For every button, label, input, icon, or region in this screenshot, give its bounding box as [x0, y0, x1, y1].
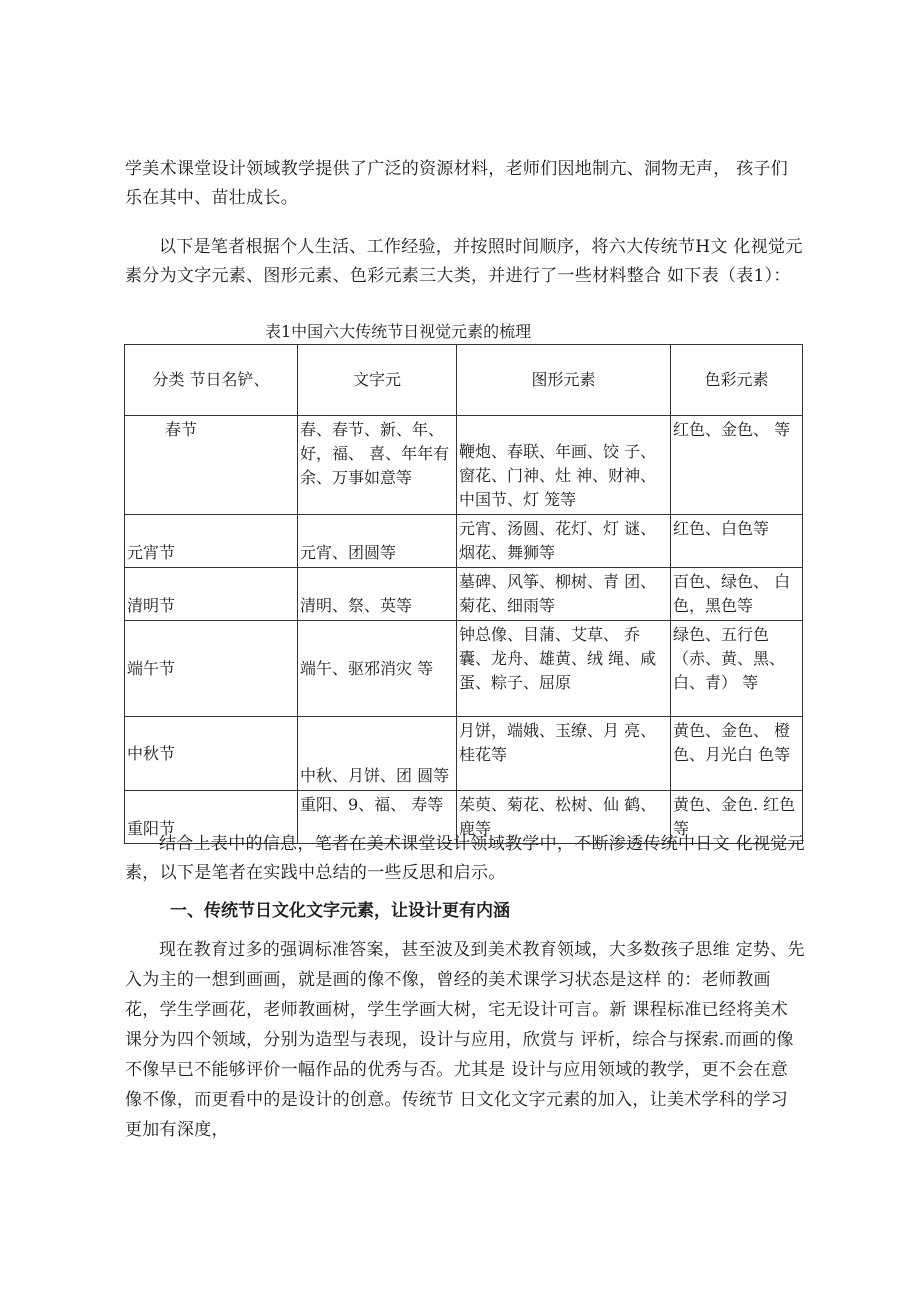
graphic-elements-cell: 墓碑、风筝、柳树、青 团、菊花、细雨等 [457, 568, 671, 621]
table-row [125, 515, 803, 568]
festival-elements-table [124, 344, 803, 844]
festival-name: 清明节 [125, 568, 298, 621]
festival-name: 春节 [125, 416, 298, 515]
header-text-elements: 文字元 [298, 345, 457, 416]
header-color-elements: 色彩元素 [671, 345, 803, 416]
table-row [125, 621, 803, 717]
graphic-elements-cell: 茱萸、菊花、松树、仙 鹤、鹿等 [457, 791, 671, 844]
paragraph-section-body: 现在教育过多的强调标准答案，甚至波及到美术教育领域，大多数孩子思维 定势、先入为主的一想到画画，就是画的像不像，曾经的美术课学习状态是这样 的：老师教画花，学生学画花，老师教画树，学生学画大树，宅无设计可言。新 课程标准已经将美术课分为四个领域，分别为造型与表现，设计与应用，欣赏与 评析，综合与探索.而画的像不像早已不能够评价一幅作品的优秀与否。尤其是 设计与应用领域的教学，更不会在意像不像，而更看中的是设计的创意。传统节 日文化文字元素的加入，让美术学科的学习更加有深度， [125, 940, 805, 1140]
color-elements-cell: 红色、金色、 等 [671, 416, 803, 515]
text-elements-cell: 重阳、9、福、 寿等 [298, 791, 457, 844]
header-category: 分类 节日名铲、 [125, 345, 298, 416]
table-row [125, 416, 803, 515]
festival-name: 重阳节 [125, 791, 298, 844]
header-graphic-elements: 图形元素 [457, 345, 671, 416]
text-elements-cell: 端午、驱邪消灾 等 [298, 621, 457, 717]
color-elements-cell: 红色、白色等 [671, 515, 803, 568]
table-caption: 表1中国六大传统节日视觉元素的梳理 [265, 322, 532, 341]
color-elements-cell: 黄色、金色、 橙色、月光白 色等 [671, 717, 803, 791]
graphic-elements-cell: 钟总像、目蒲、艾草、 乔囊、龙舟、雄黄、绒 绳、咸蛋、粽子、屈原 [457, 621, 671, 717]
festival-name: 中秋节 [125, 717, 298, 791]
text-elements-cell: 清明、祭、英等 [298, 568, 457, 621]
paragraph-classification: 以下是笔者根据个人生活、工作经验，并按照时间顺序，将六大传统节H文 化视觉元素分为文字元素、图形元素、色彩元素三大类，并进行了一些材料整合 如下表（表1）： [125, 237, 803, 286]
text-elements-cell: 中秋、月饼、团 圆等 [298, 717, 457, 791]
graphic-elements-cell: 月饼，端娥、玉缭、月 亮、桂花等 [457, 717, 671, 791]
festival-name: 端午节 [125, 621, 298, 717]
text-elements-cell: 元宵、团圆等 [298, 515, 457, 568]
graphic-elements-cell: 鞭炮、春联、年画、饺 子、窗花、门神、灶 神、财神、中国节、灯 笼等 [457, 416, 671, 515]
paragraph-summary: 结合上表中的信息，笔者在美术课堂设计领域教学中，不断渗透传统中日文 化视觉元素，以下是笔者在实践中总结的一些反思和启示。 [125, 834, 805, 883]
table-row [125, 717, 803, 791]
text-elements-cell: 春、春节、新、年、好，福、 喜、年年有余、万事如意等 [298, 416, 457, 515]
color-elements-cell: 绿色、五行色 （赤、黄、黑、白、青） 等 [671, 621, 803, 717]
color-elements-cell: 黄色、金色. 红色等 [671, 791, 803, 844]
festival-name: 元宵节 [125, 515, 298, 568]
section-heading: 一、传统节日文化文字元素，让设计更有内涵 [170, 901, 510, 921]
paragraph-intro: 学美术课堂设计领域教学提供了广泛的资源材料，老师们因地制亢、洞物无声， 孩子们乐在其中、苗壮成长。 [125, 159, 789, 208]
graphic-elements-cell: 元宵、汤圆、花灯、灯 谜、烟花、舞狮等 [457, 515, 671, 568]
table-row [125, 568, 803, 621]
table-header-row [125, 345, 803, 416]
color-elements-cell: 百色、绿色、 白色，黑色等 [671, 568, 803, 621]
